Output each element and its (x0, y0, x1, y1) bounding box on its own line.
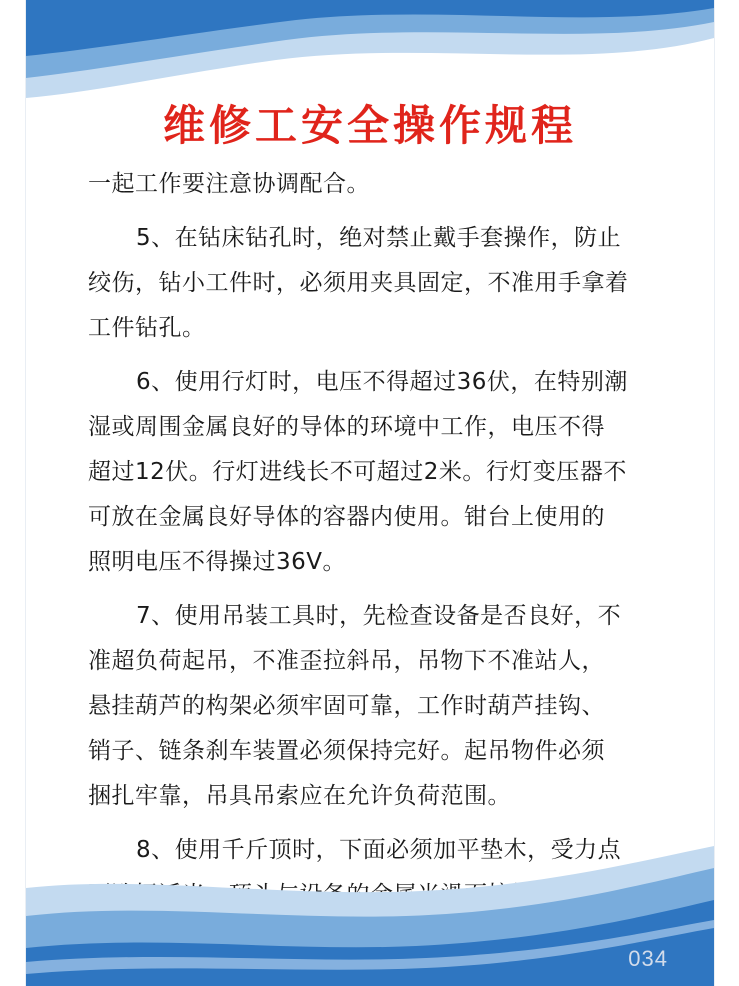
paragraph-1-line-0: 5、在钻床钻孔时，绝对禁止戴手套操作，防止 (136, 225, 622, 251)
paragraph-2-line-4: 照明电压不得操过36V。 (88, 549, 347, 575)
bottom-wave-decoration (26, 836, 714, 986)
paragraph-2-line-3: 可放在金属良好导体的容器内使用。钳台上使用的 (88, 504, 605, 530)
paragraph-1-line-2: 工件钻孔。 (88, 315, 206, 341)
paragraph-3-line-1: 准超负荷起吊，不准歪拉斜吊，吊物下不准站人， (88, 648, 605, 674)
page-number: 034 (628, 946, 668, 971)
page-title: 维修工安全操作规程 (162, 101, 577, 150)
paragraph-2-line-1: 湿或周围金属良好的导体的环境中工作，电压不得 (88, 414, 605, 440)
paragraph-3-line-3: 销子、链条刹车装置必须保持完好。起吊物件必须 (88, 738, 605, 764)
paragraph-1-line-1: 绞伤，钻小工件时，必须用夹具固定，不准用手拿着 (88, 270, 629, 296)
paragraph-4-line-0: 8、使用千斤顶时，下面必须加平垫木，受力点 (136, 837, 622, 863)
paragraph-3-line-0: 7、使用吊装工具时，先检查设备是否良好，不 (136, 603, 622, 629)
paragraph-2-line-2: 超过12伏。行灯进线长不可超过2米。行灯变压器不 (88, 459, 627, 485)
paragraph-3-line-4: 捆扎牢靠，吊具吊索应在允许负荷范围。 (88, 783, 511, 809)
paragraph-2-line-0: 6、使用行灯时，电压不得超过36伏，在特别潮 (136, 369, 628, 395)
paragraph-3-line-2: 悬挂葫芦的构架必须牢固可靠，工作时葫芦挂钩、 (88, 693, 605, 719)
safety-poster (26, 0, 714, 986)
paragraph-0-line-0: 一起工作要注意协调配合。 (88, 171, 370, 197)
